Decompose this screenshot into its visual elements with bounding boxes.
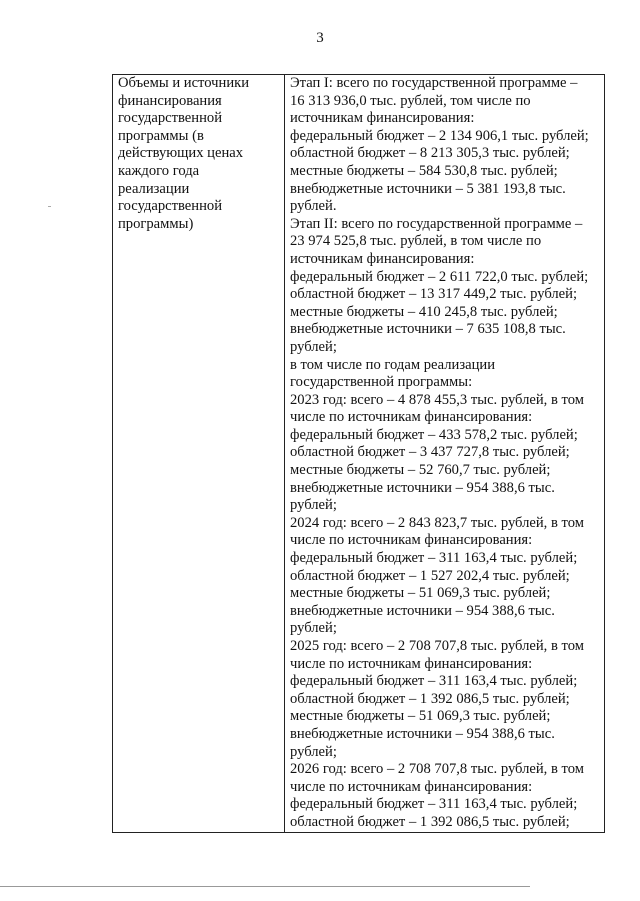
- content-line: федеральный бюджет – 2 134 906,1 тыс. рублей;: [290, 127, 589, 144]
- content-line: внебюджетные источники – 954 388,6 тыс.: [290, 602, 555, 619]
- content-line: Этап I: всего по государственной программе –: [290, 75, 578, 91]
- content-text: [290, 75, 600, 832]
- content-line: в том числе по годам реализации: [290, 356, 496, 373]
- content-line: числе по источникам финансирования:: [290, 655, 533, 672]
- content-line: рублей;: [290, 620, 337, 637]
- label-line: реализации: [118, 180, 190, 197]
- content-line: областной бюджет – 1 392 086,5 тыс. рублей;: [290, 813, 570, 830]
- content-line: местные бюджеты – 584 530,8 тыс. рублей;: [290, 162, 558, 179]
- content-line: внебюджетные источники – 7 635 108,8 тыс.: [290, 321, 566, 338]
- bottom-rule: [0, 886, 530, 887]
- content-line: внебюджетные источники – 954 388,6 тыс.: [290, 479, 555, 496]
- content-line: рублей.: [290, 198, 337, 215]
- content-line: местные бюджеты – 51 069,3 тыс. рублей;: [290, 708, 551, 725]
- label-cell: [113, 75, 285, 833]
- content-line: рублей;: [290, 338, 337, 355]
- content-line: местные бюджеты – 410 245,8 тыс. рублей;: [290, 303, 558, 320]
- label-line: финансирования: [118, 92, 222, 109]
- content-line: федеральный бюджет – 311 163,4 тыс. рублей;: [290, 673, 578, 690]
- content-line: местные бюджеты – 51 069,3 тыс. рублей;: [290, 585, 551, 602]
- content-line: областной бюджет – 13 317 449,2 тыс. рублей;: [290, 286, 578, 303]
- content-line: государственной программы:: [290, 374, 473, 391]
- content-line: 2023 год: всего – 4 878 455,3 тыс. рублей, в том: [290, 391, 584, 408]
- content-line: федеральный бюджет – 2 611 722,0 тыс. рублей;: [290, 268, 589, 285]
- content-line: федеральный бюджет – 311 163,4 тыс. рублей;: [290, 550, 578, 567]
- content-line: внебюджетные источники – 5 381 193,8 тыс.: [290, 180, 566, 197]
- content-line: 23 974 525,8 тыс. рублей, в том числе по: [290, 233, 542, 250]
- content-line: областной бюджет – 1 392 086,5 тыс. рублей;: [290, 690, 570, 707]
- content-line: областной бюджет – 8 213 305,3 тыс. рублей;: [290, 145, 570, 162]
- content-line: областной бюджет – 3 437 727,8 тыс. рублей;: [290, 444, 570, 461]
- content-line: числе по источникам финансирования:: [290, 532, 533, 549]
- content-line: местные бюджеты – 52 760,7 тыс. рублей;: [290, 462, 551, 479]
- content-line: числе по источникам финансирования:: [290, 778, 533, 795]
- label-line: программы (в: [118, 127, 204, 144]
- content-line: областной бюджет – 1 527 202,4 тыс. рублей;: [290, 567, 570, 584]
- label-line: программы): [118, 215, 194, 232]
- table-row: [113, 75, 605, 833]
- content-line: федеральный бюджет – 433 578,2 тыс. рублей;: [290, 426, 578, 443]
- content-line: источникам финансирования:: [290, 250, 475, 267]
- label-text: [118, 75, 280, 233]
- label-line: каждого года: [118, 162, 200, 179]
- content-cell: [285, 75, 605, 833]
- label-line: Объемы и источники: [118, 75, 250, 91]
- content-line: внебюджетные источники – 954 388,6 тыс.: [290, 725, 555, 742]
- scan-artifact: [48, 206, 51, 207]
- content-line: 2026 год: всего – 2 708 707,8 тыс. рублей, в том: [290, 761, 584, 778]
- content-line: рублей;: [290, 497, 337, 514]
- label-line: государственной: [118, 198, 223, 215]
- content-line: федеральный бюджет – 311 163,4 тыс. рублей;: [290, 796, 578, 813]
- label-line: действующих ценах: [118, 145, 244, 162]
- content-line: источникам финансирования:: [290, 110, 475, 127]
- label-line: государственной: [118, 110, 223, 127]
- content-line: числе по источникам финансирования:: [290, 409, 533, 426]
- content-line: Этап II: всего по государственной программе –: [290, 215, 583, 232]
- content-line: 2024 год: всего – 2 843 823,7 тыс. рублей, в том: [290, 514, 584, 531]
- content-line: рублей;: [290, 743, 337, 760]
- content-line: 16 313 936,0 тыс. рублей, том числе по: [290, 92, 531, 109]
- financing-table: [112, 74, 605, 833]
- page-number: 3: [316, 30, 324, 46]
- content-line: 2025 год: всего – 2 708 707,8 тыс. рублей, в том: [290, 638, 584, 654]
